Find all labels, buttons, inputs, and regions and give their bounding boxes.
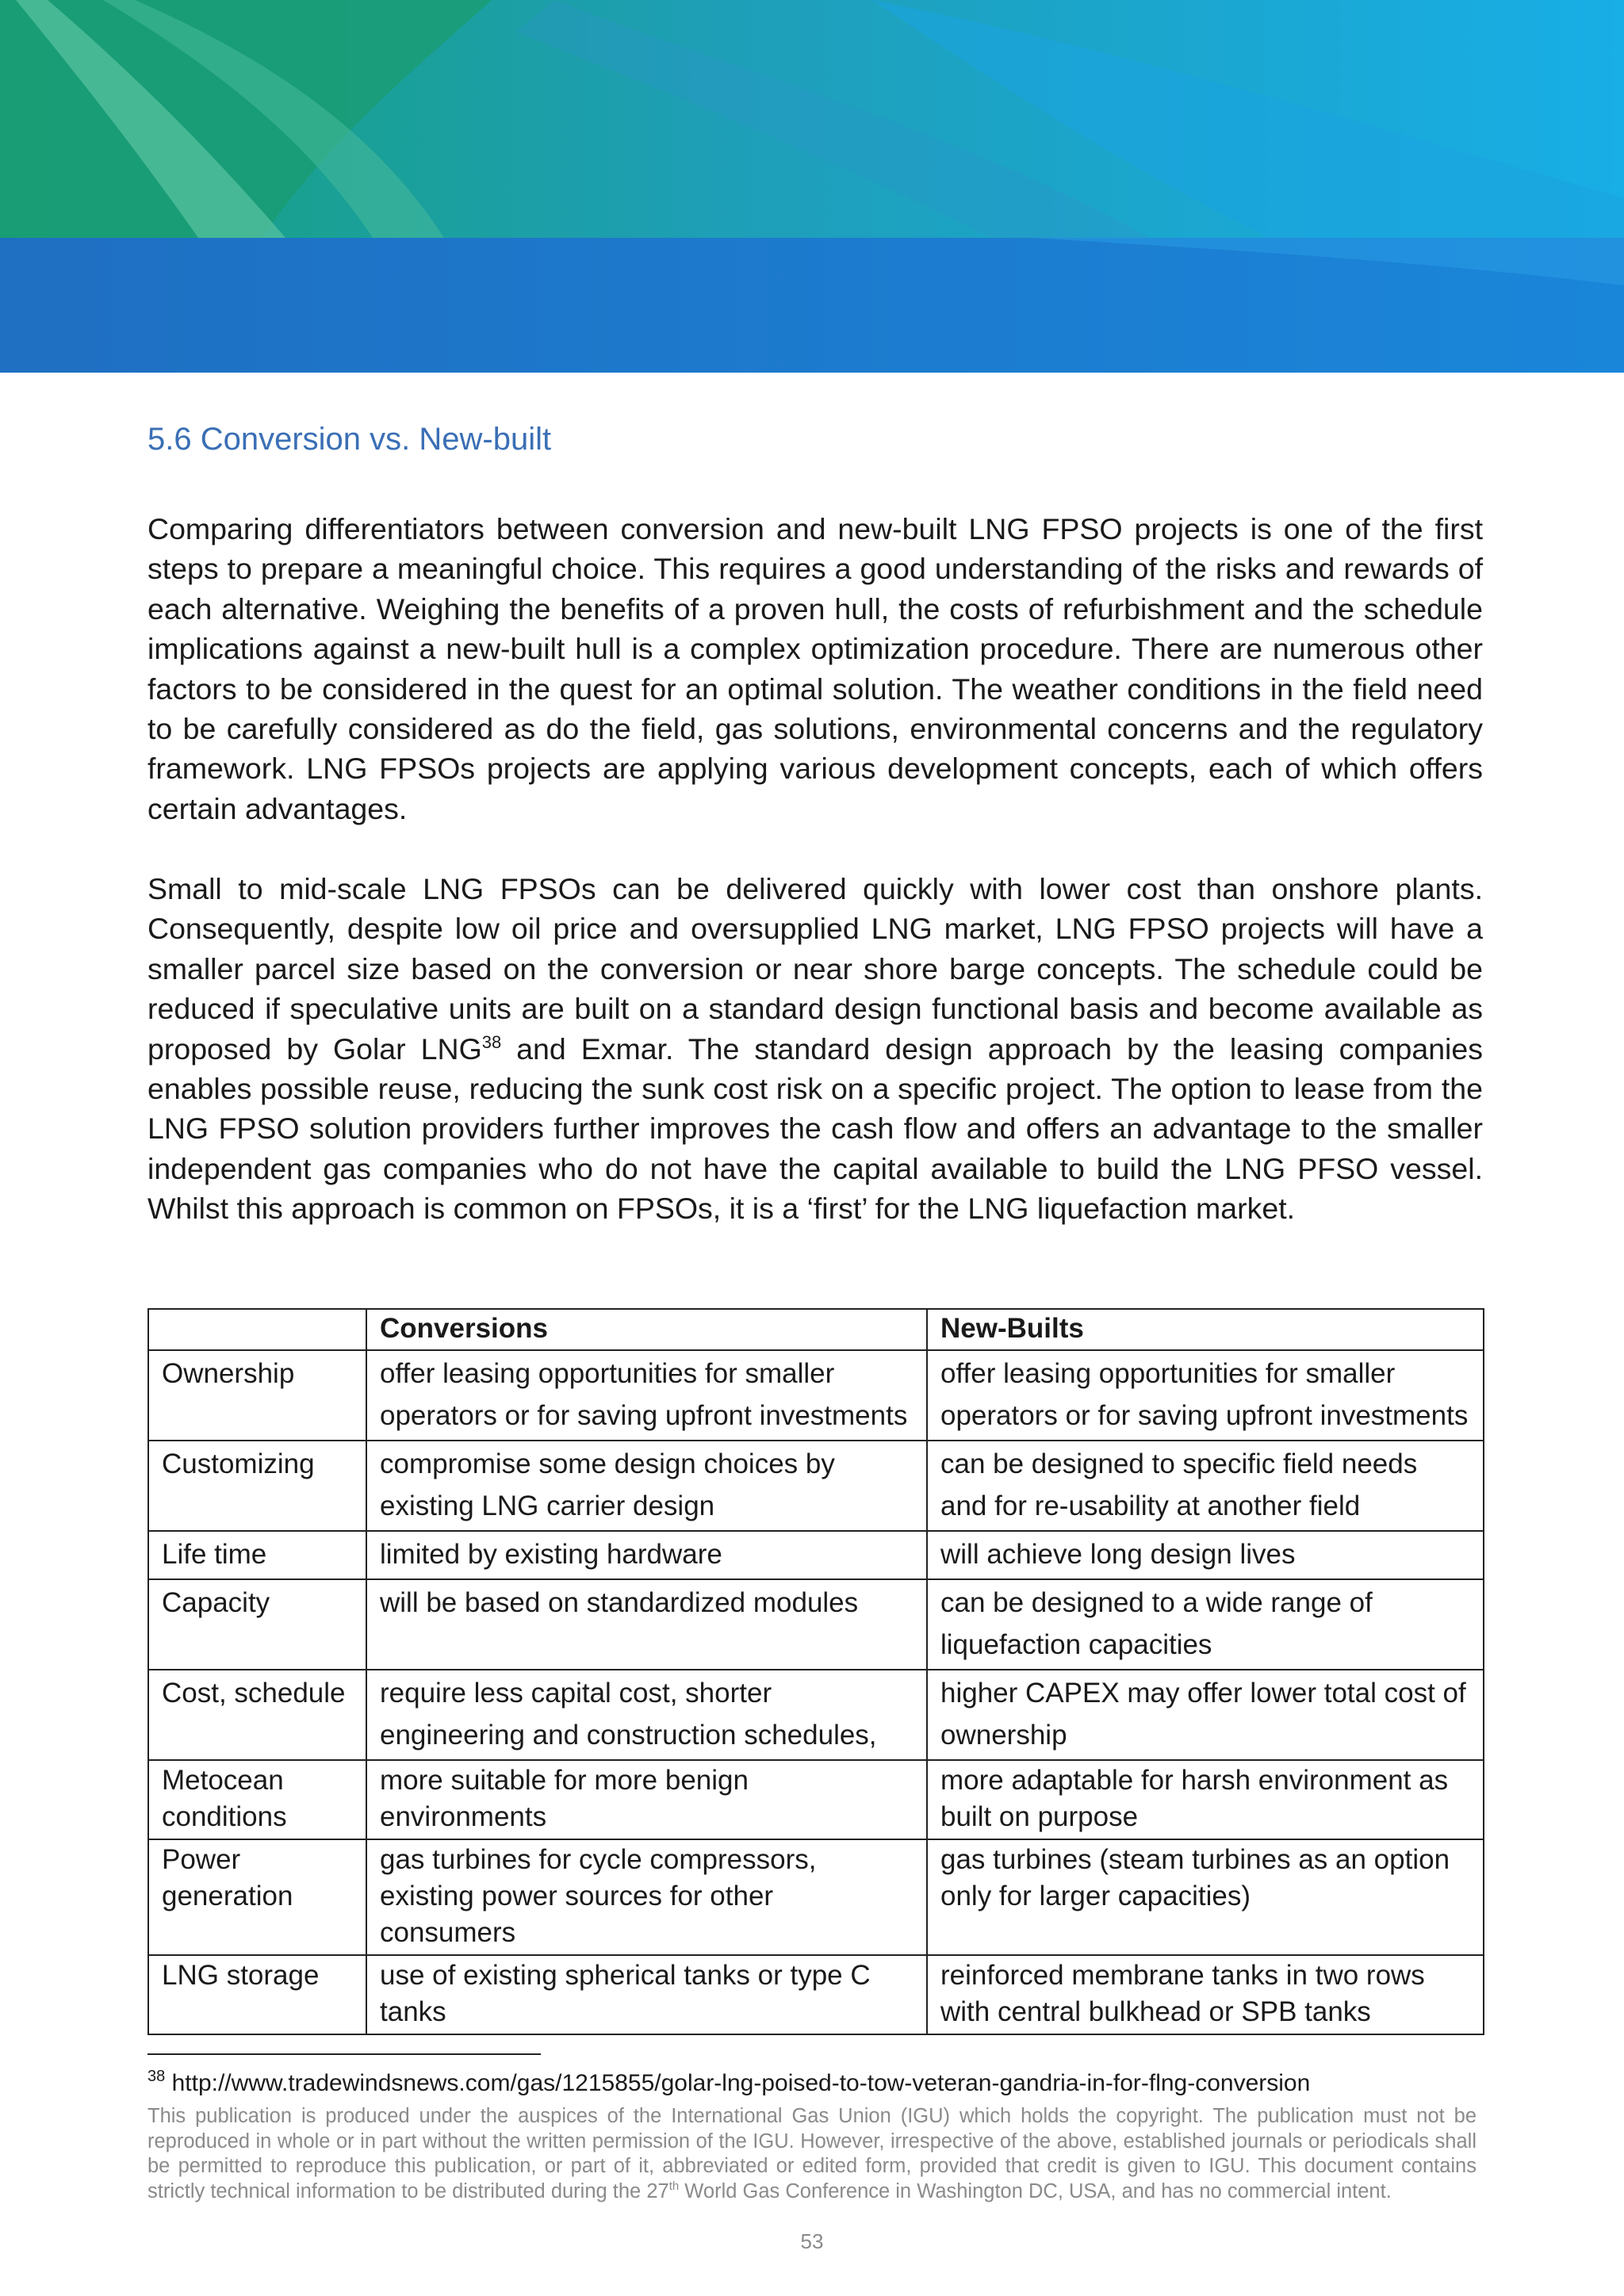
footnote-link[interactable]: http://www.tradewindsnews.com/gas/1215855/golar-lng-poised-to-tow-veteran-gandria-in-for-flng-conversion [171,2070,1311,2096]
table-header-cell [148,1309,366,1350]
disclaimer-ordinal: th [668,2179,680,2193]
table-row-label: Metocean conditions [148,1760,366,1839]
table-row-label: Capacity [148,1579,366,1670]
table-cell: require less capital cost, shorter engineering and construction schedules, [366,1670,927,1760]
table-cell: gas turbines for cycle compressors, existing power sources for other consumers [366,1839,927,1955]
table-cell: will achieve long design lives [927,1531,1484,1579]
table-cell: use of existing spherical tanks or type C tanks [366,1955,927,2034]
table-row [148,1760,1484,1839]
table-header-row [148,1309,1484,1350]
footnote-number: 38 [147,2068,166,2085]
table-cell: more suitable for more benign environments [366,1760,927,1839]
table-header-new-builts: New-Builts [927,1309,1484,1350]
table-row [148,1579,1484,1670]
table-row-label: Cost, schedule [148,1670,366,1760]
table-row [148,1839,1484,1955]
header-banner [0,0,1624,373]
table-row [148,1350,1484,1441]
paragraph-2-text-a: Small to mid-scale LNG FPSOs can be delivered quickly with lower cost than onshore plants. Consequently, despite low oil price and oversupplied LNG market, LNG FPSO projects will have a smaller parcel size based on the conversion or near shore barge concepts. The schedule could be reduced if speculative units are built on a standard design functional basis and become available as proposed by Golar LNG [147,872,1483,1066]
page-number: 53 [800,2229,824,2253]
footnote-reference: 38 [481,1031,502,1052]
table-row [148,1531,1484,1579]
disclaimer-text-a: This publication is produced under the auspices of the International Gas Union (IGU) which holds the copyright. The publication must not be reproduced in whole or in part without the written permission of the IGU. However, irrespective of the above, established journals or periodicals shall be permitted to reproduce this publication, or part of it, abbreviated or edited form, provided that credit is given to IGU. This document contains strictly technical information to be distributed during the 27 [147,2105,1477,2202]
footnote-divider [147,2053,541,2055]
table-row-label: LNG storage [148,1955,366,2034]
footnote [147,2066,1310,2101]
table-cell: gas turbines (steam turbines as an option only for larger capacities) [927,1839,1484,1955]
comparison-table [147,1308,1484,2035]
table-row [148,1441,1484,1531]
table-cell: compromise some design choices by existing LNG carrier design [366,1441,927,1531]
table-row [148,1670,1484,1760]
table-cell: higher CAPEX may offer lower total cost of ownership [927,1670,1484,1760]
table-cell: more adaptable for harsh environment as built on purpose [927,1760,1484,1839]
table-cell: can be designed to specific field needs and for re-usability at another field [927,1441,1484,1531]
table-cell: reinforced membrane tanks in two rows with central bulkhead or SPB tanks [927,1955,1484,2034]
table-cell: can be designed to a wide range of liquefaction capacities [927,1579,1484,1670]
table-header-conversions: Conversions [366,1309,927,1350]
table-row-label: Ownership [148,1350,366,1441]
table-row-label: Power generation [148,1839,366,1955]
paragraph-2-text-b: and Exmar. The standard design approach by the leasing companies enables possible reuse, reducing the sunk cost risk on a specific project. The option to lease from the LNG FPSO solution providers further improves the cash flow and offers an advantage to the smaller independent gas companies who do not have the capital available to build the LNG PFSO vessel. Whilst this approach is common on FPSOs, it is a ‘first’ for the LNG liquefaction market. [147,1031,1483,1226]
section-title: 5.6 Conversion vs. New-built [147,422,552,457]
table-row-label: Customizing [148,1441,366,1531]
table-cell: offer leasing opportunities for smaller operators or for saving upfront investments [927,1350,1484,1441]
table-row-label: Life time [148,1531,366,1579]
table-row [148,1955,1484,2034]
paragraph-2 [147,869,1483,1229]
copyright-disclaimer [147,2104,1477,2204]
paragraph-1: Comparing differentiators between conversion and new-built LNG FPSO projects is one of the first steps to prepare a meaningful choice. This requires a good understanding of the risks and rewards of each alternative. Weighing the benefits of a proven hull, the costs of refurbishment and the schedule implications against a new-built hull is a complex optimization procedure. There are numerous other factors to be considered in the quest for an optimal solution. The weather conditions in the field need to be carefully considered as do the field, gas solutions, environmental concerns and the regulatory framework. LNG FPSOs projects are applying various development concepts, each of which offers certain advantages. [147,512,1483,825]
table-cell: offer leasing opportunities for smaller operators or for saving upfront investments [366,1350,927,1441]
table-cell: will be based on standardized modules [366,1579,927,1670]
table-cell: limited by existing hardware [366,1531,927,1579]
disclaimer-text-b: World Gas Conference in Washington DC, USA, and has no commercial intent. [679,2179,1392,2202]
